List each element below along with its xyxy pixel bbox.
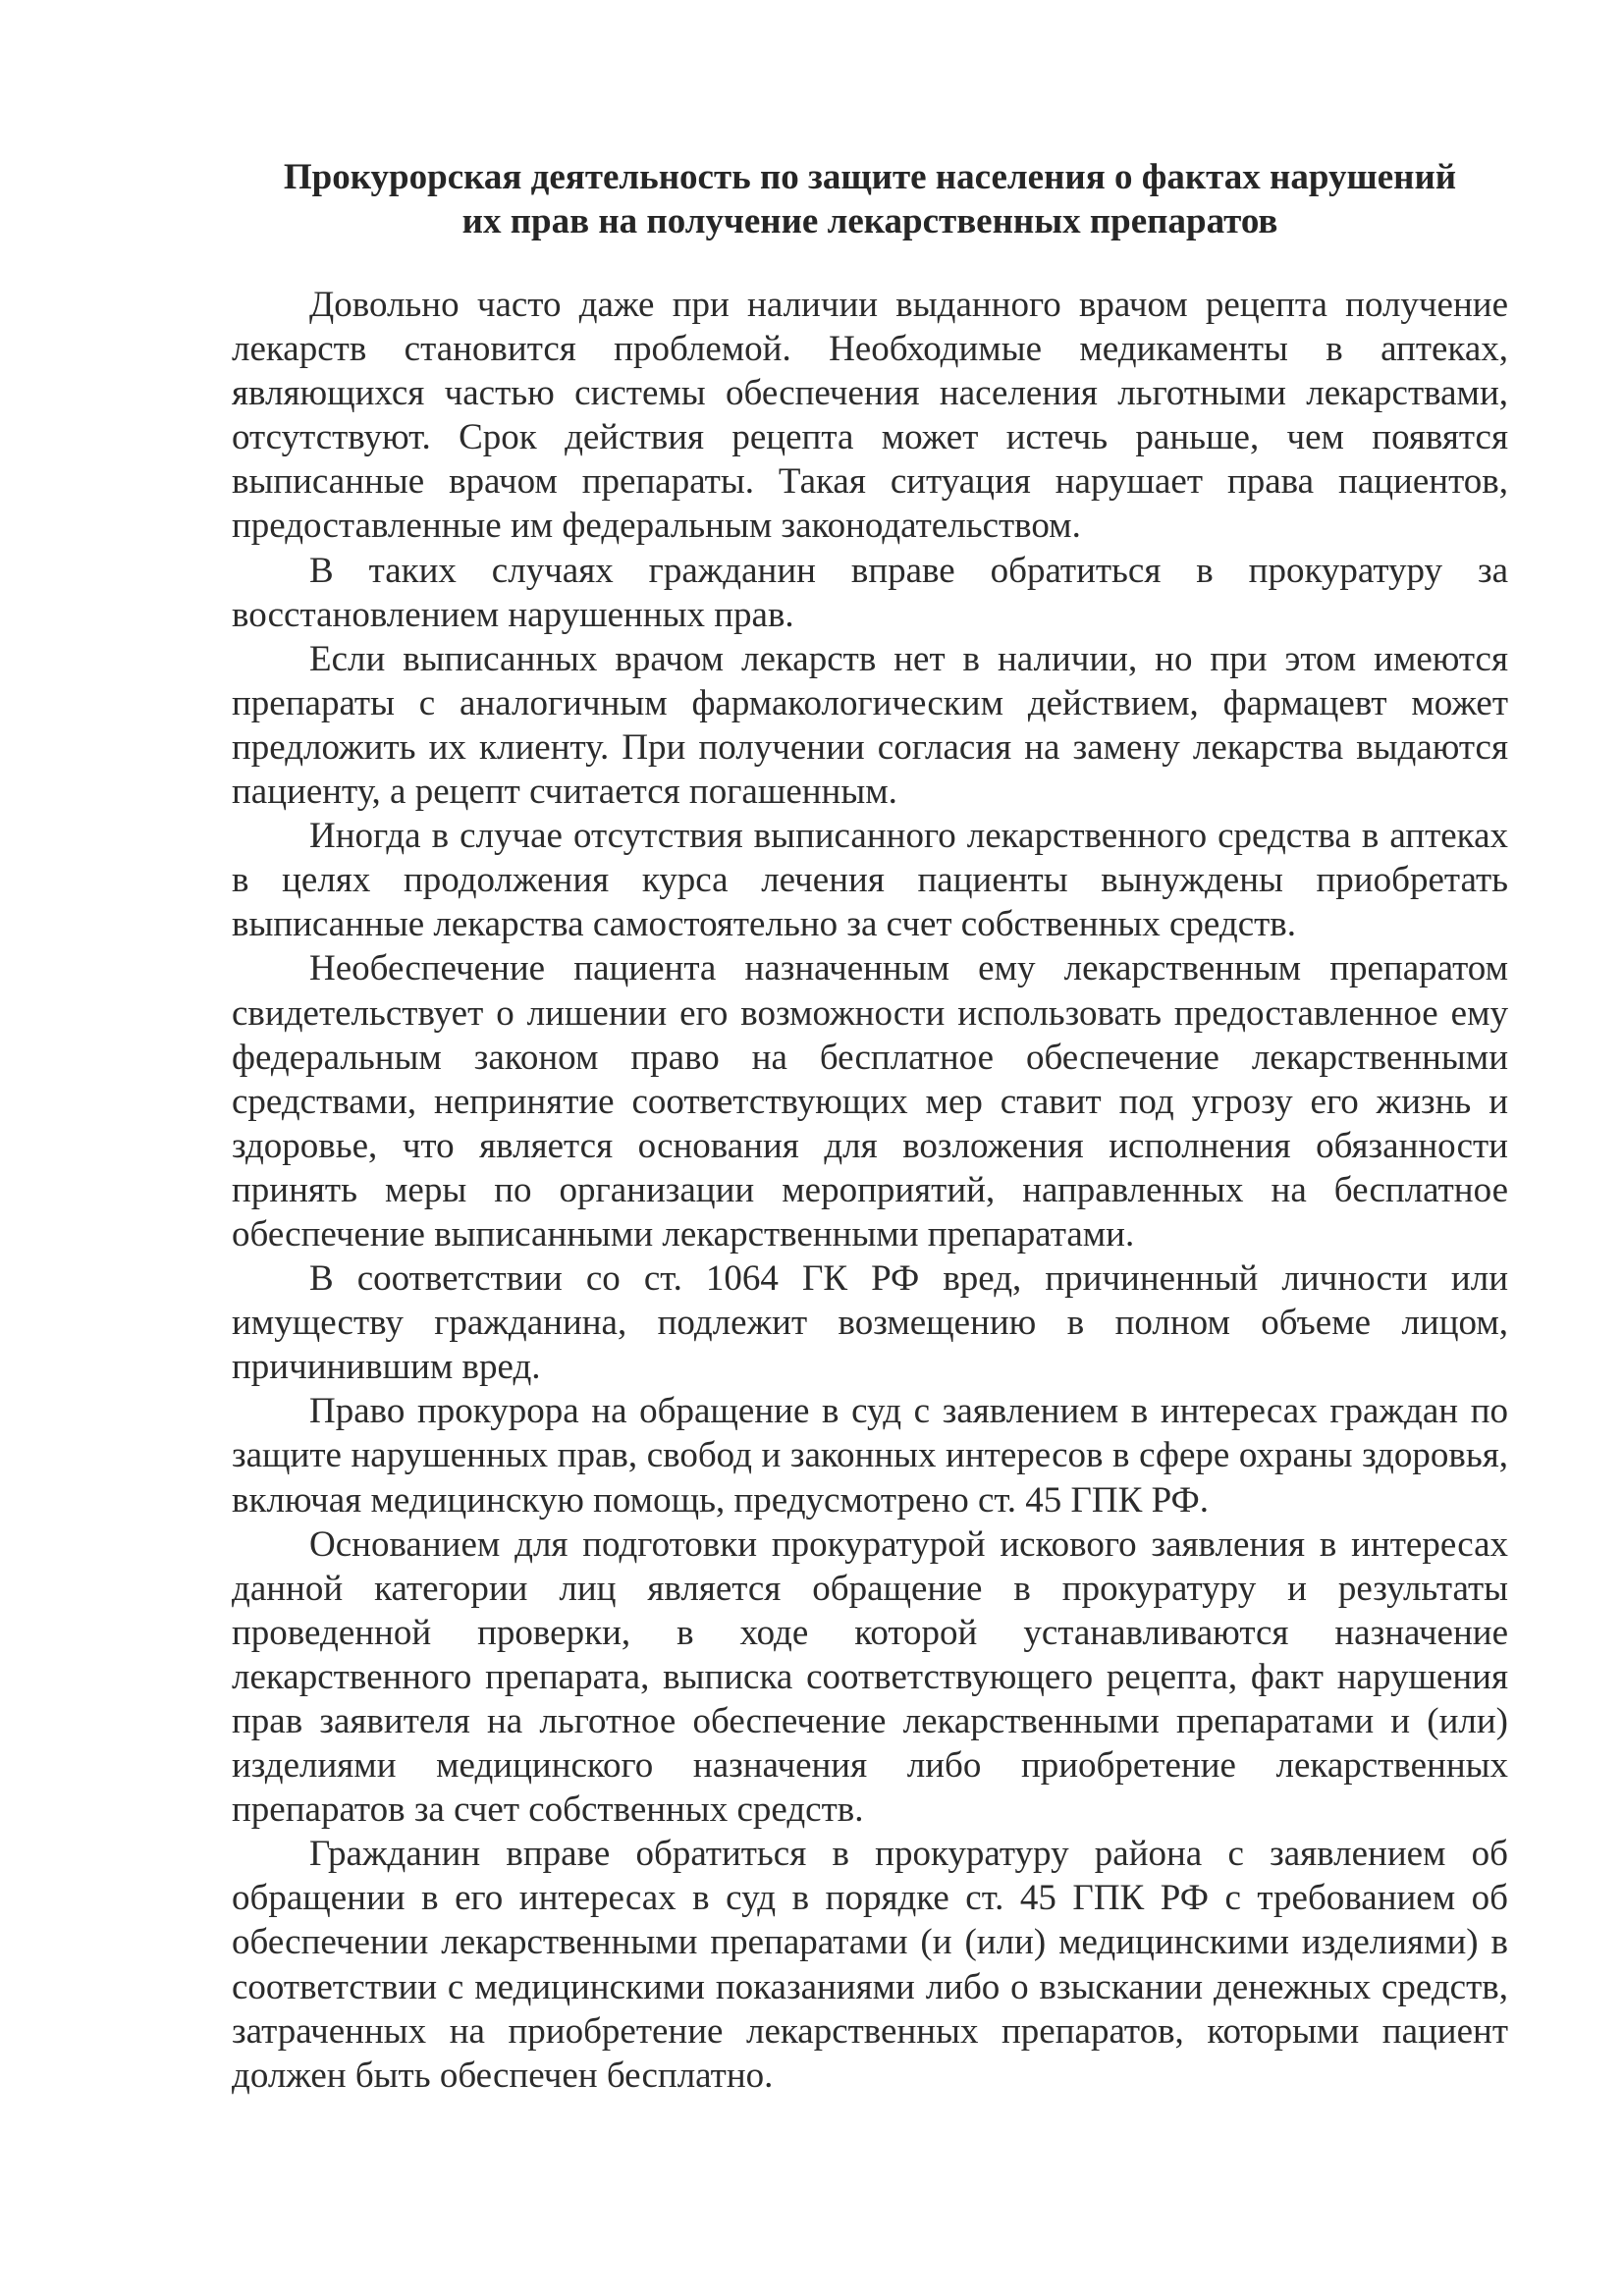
paragraph-self-purchase: Иногда в случае отсутствия выписанного лекарственного средства в аптеках в целях продолжения курса лечения пациенты вынуждены приобретать выписанные лекарства самостоятельно за счет собственных средств. bbox=[232, 816, 1508, 945]
paragraph-medication-shortage: Довольно часто даже при наличии выданного врачом рецепта получение лекарств становится проблемой. Необходимые медикаменты в аптеках, являющихся частью системы обеспечения населения льготными лекарствами, отсутствуют. Срок действия рецепта может истечь раньше, чем появятся выписанные врачом препараты. Такая ситуация нарушает права пациентов, предоставленные им федеральным законодательством. bbox=[232, 285, 1508, 547]
paragraph-non-provision: Необеспечение пациента назначенным ему лекарственным препаратом свидетельствует о лишении его возможности использовать предоставленное ему федеральным законом право на бесплатное обеспечение лекарственными средствами, непринятие соответствующих мер ставит под угрозу его жизнь и здоровье, что является основания для возложения исполнения обязанности принять меры по организации мероприятий, направленных на бесплатное обеспечение выписанными лекарственными препаратами. bbox=[232, 948, 1508, 1255]
document-page bbox=[232, 155, 1508, 2098]
title-line-1: Прокурорская деятельность по защите населения о фактах нарушений bbox=[283, 157, 1457, 197]
paragraph-claim-basis: Основанием для подготовки прокуратурой искового заявления в интересах данной категории лиц является обращение в прокуратуру и результаты проведенной проверки, в ходе которой устанавливаются назначение лекарственного препарата, выписка соответствующего рецепта, факт нарушения прав заявителя на льготное обеспечение лекарственными препаратами и (или) изделиями медицинского назначения либо приобретение лекарственных препаратов за счет собственных средств. bbox=[232, 1523, 1508, 1831]
paragraph-analog-substitution: Если выписанных врачом лекарств нет в наличии, но при этом имеются препараты с аналогичным фармакологическим действием, фармацевт может предложить их клиенту. При получении согласия на замену лекарства выдаются пациенту, а рецепт считается погашенным. bbox=[232, 638, 1508, 813]
title-line-2: их прав на получение лекарственных препаратов bbox=[461, 201, 1278, 241]
paragraph-civil-code-1064: В соответствии со ст. 1064 ГК РФ вред, причиненный личности или имуществу гражданина, подлежит возмещению в полном объеме лицом, причинившим вред. bbox=[232, 1258, 1508, 1388]
document-body bbox=[232, 283, 1508, 2098]
paragraph-prosecutor-right: Право прокурора на обращение в суд с заявлением в интересах граждан по защите нарушенных прав, свобод и законных интересов в сфере охраны здоровья, включая медицинскую помощь, предусмотрено ст. 45 ГПК РФ. bbox=[232, 1391, 1508, 1521]
paragraph-right-to-appeal: В таких случаях гражданин вправе обратиться в прокуратуру за восстановлением нарушенных прав. bbox=[232, 550, 1508, 635]
paragraph-citizen-appeal: Гражданин вправе обратиться в прокуратуру района с заявлением об обращении в его интересах в суд в порядке ст. 45 ГПК РФ с требованием об обеспечении лекарственными препаратами (и (или) медицинскими изделиями) в соответствии с медицинскими показаниями либо о взыскании денежных средств, затраченных на приобретение лекарственных препаратов, которыми пациент должен быть обеспечен бесплатно. bbox=[232, 1834, 1508, 2096]
document-title bbox=[232, 155, 1508, 243]
